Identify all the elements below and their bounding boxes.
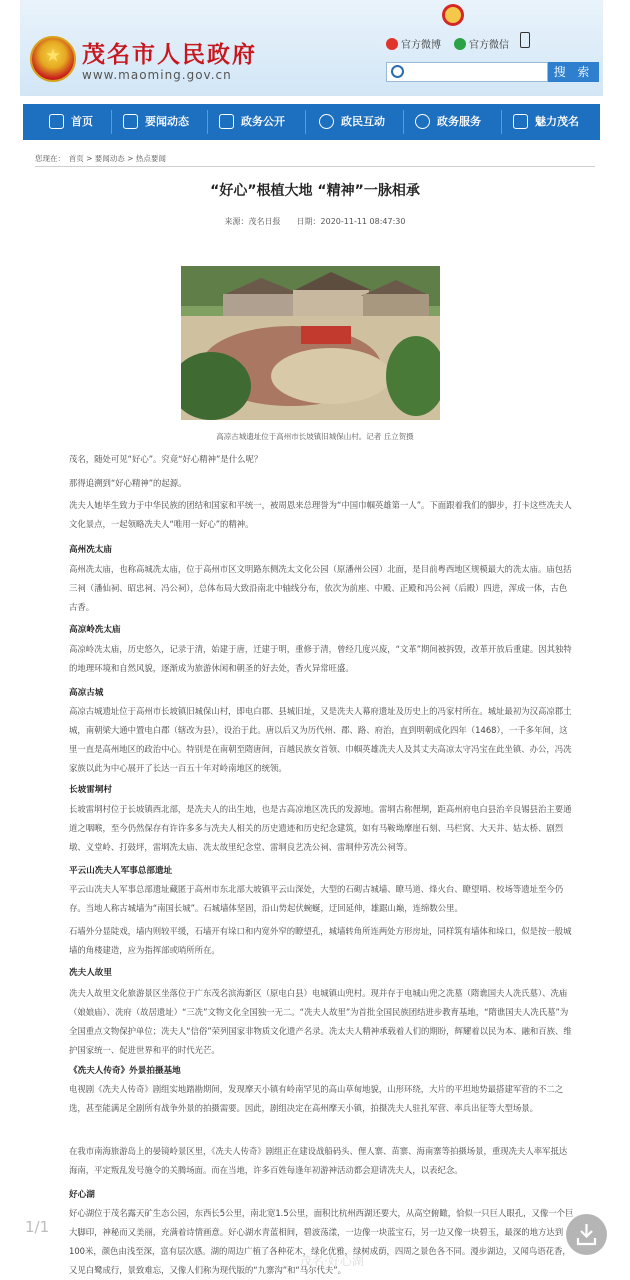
section-heading: 高州冼太庙 xyxy=(69,545,112,555)
site-header xyxy=(20,0,603,96)
main-nav xyxy=(23,104,600,140)
article-title: “好心”根植大地 “精神”一脉相承 xyxy=(210,183,420,199)
nav-interaction[interactable] xyxy=(319,104,385,140)
paragraph: 在我市南海旅游岛上的晏镜岭景区里，《冼夫人传奇》剧组正在建设战船码头、俚人寨、苗寨、海南寨等拍摄场景，重现冼夫人率军抵达海南，平定叛乱发号施令的关腾场面。而在当地，许多百姓每逢年初游神活动都会迎请冼夫人，以表纪念。 xyxy=(69,1146,568,1175)
home-icon xyxy=(49,114,64,129)
section-heading: 冼夫人故里 xyxy=(69,968,112,978)
nav-label: 政务服务 xyxy=(437,115,481,128)
section-heading: 长坡雷垌村 xyxy=(69,785,112,795)
search-button[interactable]: 搜 索 xyxy=(548,62,599,82)
photo-caption: 高凉古城遗址位于高州市长坡镇旧城保山村。记者 丘立贺摄 xyxy=(216,432,414,441)
wechat-label: 官方微信 xyxy=(469,40,509,51)
paragraph: 高凉岭冼太庙，历史悠久，记录于清，始建于唐，迁建于明，重修于清，曾经几度兴废，“文革”期间被拆毁，改革开放后重建。因其独特的地理环境和自然风貌，逐渐成为旅游休闲和朝圣的好去处，香火异常旺盛。 xyxy=(69,644,572,673)
person-icon xyxy=(415,114,430,129)
section-heading: 平云山冼夫人军事总部遗址 xyxy=(69,866,173,876)
nav-label: 要闻动态 xyxy=(145,115,189,128)
paragraph: 冼夫人故里文化旅游景区坐落位于广东茂名滨海新区（原电白县）电城镇山兜村。现并存于电城山兜之冼墓（隋谯国夫人冼氏墓）、冼庙（娘娘庙）、冼府（故居遗址）“三冼”文物文化全国独一无二。“冼夫人故里”为首批全国民族团结进步教育基地，“隋谯国夫人冼氏墓”为全国重点文物保护单位；冼夫人“信俗”荣列国家非物质文化遗产名录。冼太夫人精神承载着人们的期盼，辉耀着以民为本、融和百族、维护国家统一、促进世界和平的时代光芒。 xyxy=(69,988,572,1055)
chat-icon xyxy=(319,114,334,129)
article-meta: 来源：茂名日报 日期：2020-11-11 08:47:30 xyxy=(224,217,406,226)
news-icon xyxy=(123,114,138,129)
page-indicator: 1/1 xyxy=(25,1218,50,1236)
badge-icon xyxy=(442,4,464,26)
wechat-icon xyxy=(454,38,466,50)
nav-label: 政民互动 xyxy=(341,115,385,128)
download-button[interactable] xyxy=(566,1214,607,1255)
paragraph: 平云山冼夫人军事总部遗址藏匿于高州市东北部大坡镇平云山深处，大型的石砌古城墙、瞭马道、烽火台、瞭望哨、校场等遗址至今仍存。当地人称古城墙为“南国长城”。石城墙体坚固，沿山势起伏蜿蜒，迂回延伸，雄踞山巅，连绵数公里。 xyxy=(69,884,564,913)
section-heading: 高凉岭冼太庙 xyxy=(69,625,121,635)
search-input[interactable] xyxy=(386,62,548,82)
paragraph: 冼夫人她毕生致力于中华民族的团结和国家和平统一，被周恩来总理誉为“中国巾帼英雄第一人”。下面跟着我们的脚步，打卡这些冼夫人文化景点，一起领略冼夫人“唯用一好心”的精神。 xyxy=(69,500,572,529)
landmark-icon xyxy=(513,114,528,129)
paragraph: 茂名，随处可见“好心”。究竟“好心精神”是什么呢？ xyxy=(69,454,263,464)
site-url: www.maoming.gov.cn xyxy=(82,68,232,82)
national-emblem-icon: ★ xyxy=(30,36,76,82)
article-photo xyxy=(181,266,440,420)
search-icon xyxy=(391,65,404,78)
download-icon xyxy=(576,1223,597,1246)
paragraph: 高州冼太庙，也称高城冼太庙，位于高州市区文明路东侧冼太文化公园（原潘州公园）北面，是目前粤西地区规模最大的冼太庙。庙包括三祠（潘仙祠、昭忠祠、冯公祠），总体布局大致沿南北中轴线分布，依次为前座、中殿、正殿和冯公祠（后殿）四进，浑成一体，古色古香。 xyxy=(69,564,572,612)
nav-services[interactable] xyxy=(415,104,481,140)
paragraph: 好心湖位于茂名露天矿生态公园，东西长5公里，南北宽1.5公里，面积比杭州西湖还要大，从高空俯瞰，恰似一只巨人眼孔，又像一个巨大脚印，神秘而又美丽，充满着诗情画意。好心湖水青蓝相间，碧波荡漾，一边像一块蓝宝石，另一边又像一块碧玉，最深的地方达到100米，颜色由浅至深，富有层次感。湖的周边广植了各种花木，绿化优雅，绿树成荫，四周之景色各不同。漫步湖边，又闻鸟语花香，又见白鹭成行，景致难忘，又像人们称为现代版的“九寨沟”和“马尔代夫”。 xyxy=(69,1208,574,1275)
nav-label: 魅力茂名 xyxy=(535,115,579,128)
weibo-icon xyxy=(386,38,398,50)
document-icon xyxy=(219,114,234,129)
nav-label: 首页 xyxy=(71,115,93,128)
paragraph: 石墙外分显陡戏，墙内则较平缓，石墙开有垛口和内宽外窄的瞭望孔，城墙转角所连两处方形房址，同样筑有墙体和垛口，似是按一般城墙的角楼建造，应为指挥部或哨所所在。 xyxy=(69,926,572,955)
weibo-link[interactable] xyxy=(386,36,441,51)
nav-home[interactable] xyxy=(49,104,93,140)
nav-label: 政务公开 xyxy=(241,115,285,128)
section-heading: 《冼夫人传奇》外景拍摄基地 xyxy=(69,1066,181,1076)
section-heading: 好心湖 xyxy=(69,1190,95,1200)
breadcrumb[interactable]: 您现在： 首页 > 要闻动态 > 热点要闻 xyxy=(35,154,166,163)
divider xyxy=(35,166,595,167)
paragraph: 长坡雷垌村位于长坡镇西北部，是冼夫人的出生地，也是古高凉地区冼氏的发源地。雷垌古称俚垌，距高州府电白县治辛良锡县治主要通道之咽喉，至今仍然保存有许许多多与冼夫人相关的历史遗迹和历史纪念建筑，如有马鞍坳摩崖石刻、马栏窝、大天井、姑太桥、剧烈墩、义堂岭、打鼓坪，雷垌冼太庙、冼太故里纪念堂、雷垌良艺冼公祠、雷垌仲芳冼公祠等。 xyxy=(69,804,572,852)
paragraph: 高凉古城遗址位于高州市长坡镇旧城保山村，即电白郡、县城旧址，又是冼夫人幕府遗址及历史上的冯家村所在。城址最初为汉高凉郡土城，南朝梁大通中置电白郡（辖改为县），设治于此。唐以后又为历代州、郡、路、府治，直到明朝成化四年（1468），一千多年间，这里一直是高州地区的政治中心。特别是在南朝至隋唐间，百越民族女首领、巾帼英雄冼夫人及其丈夫高凉太守冯宝在此坐镇、办公，冯冼家族以此为中心展开了长达一百五十年对岭南地区的统领。 xyxy=(69,706,572,773)
site-name[interactable]: 茂名市人民政府 xyxy=(82,41,257,68)
wechat-link[interactable] xyxy=(454,36,509,51)
mobile-icon[interactable] xyxy=(520,32,530,48)
nav-gov-affairs[interactable] xyxy=(219,104,285,140)
paragraph: 电视剧《冼夫人传奇》剧组实地踏勘期间，发现摩天小镇有岭南罕见的高山草甸地貌，山形环绕，大片的平坦地势最搭建军营的不二之选，甚至能满足全剧所有战争外景的拍摄需要。因此，剧组决定在高州摩天小镇，拍摄冼夫人驻扎军营、率兵出征等大型场景。 xyxy=(69,1084,564,1113)
nav-news[interactable] xyxy=(123,104,189,140)
watermark: 茂名·好心湖 xyxy=(300,1254,364,1268)
weibo-label: 官方微博 xyxy=(401,40,441,51)
paragraph: 那得追溯到“好心精神”的起源。 xyxy=(69,478,187,488)
section-heading: 高凉古城 xyxy=(69,688,104,698)
nav-charm[interactable] xyxy=(513,104,579,140)
